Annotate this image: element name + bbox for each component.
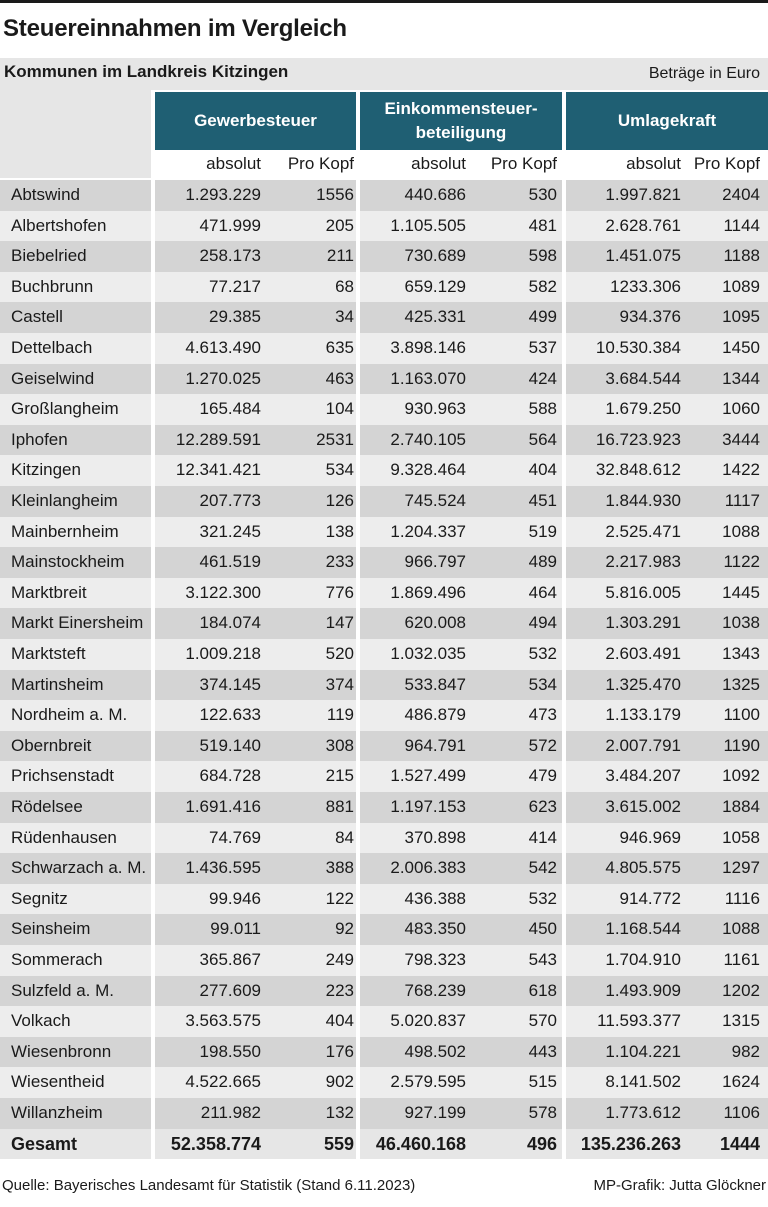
cell-einkommen-absolut: 3.898.146 [390,338,466,357]
table-row [0,1098,768,1129]
municipality-name: Schwarzach a. M. [11,858,147,878]
cell-einkommen-absolut: 659.129 [404,276,466,296]
cell-gewerbe-absolut: 684.728 [199,766,261,786]
cell-umlage-pro-kopf: 3444 [722,429,760,449]
cell-gewerbe-pro-kopf: 902 [325,1072,354,1092]
cell-umlage-absolut: 1.133.179 [605,705,681,725]
cell-umlage-pro-kopf: 1884 [722,797,760,816]
cell-umlage-absolut: 914.772 [619,888,681,908]
cell-einkommen-absolut: 533.847 [404,674,466,694]
cell-umlage-pro-kopf: 1095 [722,307,760,327]
unit-note: Beträge in Euro [648,65,760,82]
cell-gewerbe-pro-kopf: 249 [325,950,354,969]
cell-einkommen-pro-kopf: 570 [528,1011,557,1031]
cell-einkommen-pro-kopf: 450 [528,919,557,939]
cell-einkommen-absolut: 483.350 [404,919,466,939]
municipality-name: Albertshofen [11,215,107,235]
table-row [0,670,768,701]
municipality-name: Seinsheim [11,919,91,939]
cell-gewerbe-pro-kopf: 215 [325,766,354,786]
subheader-absolut: absolut [626,154,681,173]
cell-gewerbe-absolut: 258.173 [199,246,261,266]
cell-gewerbe-absolut: 29.385 [209,307,261,327]
table-row [0,853,768,884]
cell-umlage-pro-kopf: 1106 [723,1103,760,1122]
group-header-einkommensteuer: Einkommensteuer-beteiligung [360,92,562,150]
chart-title: Steuereinnahmen im Vergleich [3,15,347,42]
cell-gewerbe-absolut: 1.293.229 [185,185,261,204]
cell-umlage-pro-kopf: 1144 [723,215,760,235]
cell-einkommen-absolut: 2.740.105 [390,429,466,449]
table-row [0,914,768,945]
municipality-name: Nordheim a. M. [11,705,128,725]
group-header-umlagekraft: Umlagekraft [566,92,768,150]
municipality-name: Rüdenhausen [11,827,117,847]
table-row [0,731,768,762]
total-label: Gesamt [11,1133,78,1154]
cell-einkommen-pro-kopf: 494 [528,613,557,633]
cell-gewerbe-pro-kopf: 404 [325,1011,354,1031]
cell-umlage-absolut: 3.615.002 [605,797,681,816]
cell-einkommen-pro-kopf: 499 [528,307,557,327]
cell-einkommen-absolut: 440.686 [404,185,466,204]
cell-einkommen-absolut: 1.163.070 [390,368,466,388]
cell-umlage-absolut: 5.816.005 [605,582,681,602]
column-separator [562,90,566,1162]
municipality-name: Obernbreit [11,735,92,755]
table-row [0,1037,768,1068]
cell-einkommen-pro-kopf: 623 [528,797,557,816]
table-row [0,425,768,456]
cell-umlage-pro-kopf: 1117 [724,491,760,510]
group-header-gewerbesteuer: Gewerbesteuer [155,92,356,150]
cell-einkommen-absolut: 425.331 [404,307,466,327]
cell-einkommen-pro-kopf: 479 [528,766,557,786]
table-row [0,333,768,364]
cell-umlage-pro-kopf: 1343 [722,644,760,663]
cell-umlage-pro-kopf: 1088 [722,521,760,541]
cell-gewerbe-pro-kopf: 559 [323,1133,354,1154]
municipality-name: Segnitz [11,888,68,908]
municipality-name: Biebelried [11,246,87,266]
cell-einkommen-absolut: 730.689 [404,246,466,266]
cell-gewerbe-pro-kopf: 223 [325,980,354,1000]
cell-gewerbe-absolut: 52.358.774 [170,1133,261,1154]
table-row [0,272,768,303]
cell-gewerbe-absolut: 3.563.575 [185,1011,261,1031]
cell-umlage-absolut: 1.773.612 [605,1103,681,1122]
cell-gewerbe-pro-kopf: 635 [325,338,354,357]
cell-umlage-absolut: 8.141.502 [605,1072,681,1092]
cell-gewerbe-pro-kopf: 520 [325,644,354,663]
cell-umlage-pro-kopf: 1122 [723,552,760,572]
municipality-name: Dettelbach [11,338,93,357]
table-row [0,211,768,242]
cell-einkommen-absolut: 1.105.505 [390,215,466,235]
column-separator [151,90,155,1162]
cell-gewerbe-pro-kopf: 34 [335,307,354,327]
cell-einkommen-absolut: 1.527.499 [390,766,466,786]
cell-einkommen-absolut: 486.879 [404,705,466,725]
cell-einkommen-absolut: 798.323 [404,950,466,969]
table-row [0,455,768,486]
municipality-name: Kitzingen [11,460,81,480]
header-left-pad [0,90,152,178]
cell-umlage-absolut: 1233.306 [610,276,681,296]
cell-einkommen-absolut: 930.963 [404,399,466,419]
cell-umlage-absolut: 934.376 [619,307,681,327]
municipality-name: Volkach [11,1011,71,1031]
cell-einkommen-pro-kopf: 588 [528,399,557,419]
cell-umlage-absolut: 2.628.761 [605,215,681,235]
graphic-credit: MP-Grafik: Jutta Glöckner [593,1177,766,1194]
subheader-pro-kopf: Pro Kopf [490,154,557,173]
cell-einkommen-absolut: 1.869.496 [390,582,466,602]
municipality-name: Sommerach [11,950,103,969]
chart-subtitle: Kommunen im Landkreis Kitzingen [4,62,289,81]
cell-umlage-pro-kopf: 1092 [722,766,760,786]
cell-umlage-absolut: 10.530.384 [595,338,681,357]
cell-gewerbe-absolut: 184.074 [199,613,261,633]
cell-umlage-absolut: 4.805.575 [605,858,681,878]
cell-gewerbe-absolut: 4.613.490 [185,338,261,357]
cell-gewerbe-absolut: 99.946 [209,888,261,908]
cell-umlage-absolut: 2.603.491 [605,644,681,663]
cell-umlage-absolut: 2.007.791 [605,735,681,755]
cell-umlage-pro-kopf: 1188 [723,246,760,266]
cell-umlage-absolut: 1.493.909 [605,980,681,1000]
cell-einkommen-absolut: 370.898 [404,827,466,847]
cell-gewerbe-pro-kopf: 1556 [316,185,354,204]
cell-einkommen-pro-kopf: 464 [528,582,557,602]
cell-umlage-absolut: 1.451.075 [605,246,681,266]
cell-gewerbe-pro-kopf: 122 [325,888,354,908]
cell-einkommen-absolut: 964.791 [404,735,466,755]
cell-gewerbe-absolut: 365.867 [199,950,261,969]
cell-gewerbe-pro-kopf: 534 [325,460,354,480]
table-row [0,792,768,823]
cell-gewerbe-pro-kopf: 92 [335,919,354,939]
table-row [0,578,768,609]
municipality-name: Abtswind [11,185,80,204]
cell-gewerbe-absolut: 1.009.218 [185,644,261,663]
cell-gewerbe-pro-kopf: 776 [325,582,354,602]
cell-gewerbe-pro-kopf: 388 [325,858,354,878]
cell-gewerbe-absolut: 1.436.595 [185,858,261,878]
cell-gewerbe-absolut: 198.550 [199,1041,261,1061]
cell-umlage-pro-kopf: 1422 [722,460,760,480]
cell-einkommen-absolut: 927.199 [404,1103,466,1122]
cell-einkommen-pro-kopf: 414 [528,827,557,847]
cell-gewerbe-absolut: 77.217 [209,276,261,296]
cell-umlage-pro-kopf: 1190 [723,735,760,755]
cell-einkommen-pro-kopf: 451 [528,491,557,510]
subheader-pro-kopf: Pro Kopf [693,154,760,173]
cell-gewerbe-absolut: 12.341.421 [175,460,261,480]
municipality-name: Markt Einersheim [11,613,144,633]
subheader-absolut: absolut [411,154,466,173]
cell-gewerbe-absolut: 4.522.665 [185,1072,261,1092]
cell-umlage-absolut: 32.848.612 [595,460,681,480]
cell-umlage-pro-kopf: 1089 [722,276,760,296]
cell-einkommen-pro-kopf: 473 [528,705,557,725]
cell-umlage-pro-kopf: 1344 [722,368,760,388]
municipality-name: Mainstockheim [11,552,125,572]
cell-gewerbe-absolut: 1.691.416 [185,797,261,816]
cell-umlage-absolut: 3.484.207 [605,766,681,786]
cell-einkommen-absolut: 1.197.153 [390,797,466,816]
cell-einkommen-absolut: 2.006.383 [390,858,466,878]
table-row [0,761,768,792]
subheader-pro-kopf: Pro Kopf [287,154,354,173]
cell-einkommen-pro-kopf: 578 [528,1103,557,1122]
table-row [0,976,768,1007]
cell-einkommen-pro-kopf: 530 [528,185,557,204]
cell-einkommen-pro-kopf: 542 [528,858,557,878]
cell-gewerbe-absolut: 74.769 [209,827,261,847]
cell-einkommen-pro-kopf: 443 [528,1041,557,1061]
cell-umlage-absolut: 16.723.923 [595,429,681,449]
source-note: Quelle: Bayerisches Landesamt für Statistik (Stand 6.11.2023) [2,1177,416,1194]
municipality-name: Rödelsee [11,797,83,816]
cell-gewerbe-pro-kopf: 2531 [316,429,354,449]
cell-umlage-pro-kopf: 1202 [722,980,760,1000]
table-row [0,547,768,578]
total-row [0,1129,768,1160]
municipality-name: Martinsheim [11,674,104,694]
cell-umlage-absolut: 135.236.263 [580,1133,681,1154]
cell-gewerbe-pro-kopf: 138 [325,521,354,541]
cell-gewerbe-absolut: 211.982 [200,1103,261,1122]
cell-einkommen-pro-kopf: 404 [528,460,557,480]
cell-umlage-absolut: 1.679.250 [605,399,681,419]
cell-umlage-pro-kopf: 1116 [724,888,760,908]
cell-umlage-absolut: 946.969 [619,827,681,847]
cell-umlage-pro-kopf: 1038 [722,613,760,633]
cell-einkommen-pro-kopf: 618 [528,980,557,1000]
cell-umlage-pro-kopf: 1325 [722,674,760,694]
cell-einkommen-pro-kopf: 424 [528,368,557,388]
cell-einkommen-absolut: 5.020.837 [390,1011,466,1031]
cell-einkommen-absolut: 1.032.035 [390,644,466,663]
cell-umlage-absolut: 1.168.544 [605,919,681,939]
table-row [0,1006,768,1037]
cell-gewerbe-absolut: 277.609 [199,980,261,1000]
top-rule [0,0,768,3]
table-row [0,517,768,548]
cell-umlage-pro-kopf: 1088 [722,919,760,939]
cell-gewerbe-absolut: 1.270.025 [185,368,261,388]
municipality-name: Geiselwind [11,368,95,388]
cell-einkommen-absolut: 436.388 [404,888,466,908]
cell-einkommen-pro-kopf: 519 [528,521,557,541]
cell-gewerbe-pro-kopf: 205 [325,215,354,235]
cell-einkommen-absolut: 966.797 [404,552,466,572]
cell-einkommen-pro-kopf: 543 [528,950,557,969]
municipality-name: Iphofen [11,429,68,449]
table-row [0,608,768,639]
cell-gewerbe-pro-kopf: 84 [335,827,354,847]
municipality-name: Mainbernheim [11,521,119,541]
cell-umlage-absolut: 1.325.470 [605,674,681,694]
cell-umlage-pro-kopf: 2404 [722,185,760,204]
cell-gewerbe-absolut: 3.122.300 [185,582,261,602]
cell-umlage-absolut: 2.217.983 [605,552,681,572]
cell-umlage-pro-kopf: 1450 [722,338,760,357]
cell-gewerbe-pro-kopf: 176 [325,1041,354,1061]
municipality-name: Wiesenbronn [11,1041,112,1061]
cell-gewerbe-absolut: 374.145 [199,674,261,694]
cell-gewerbe-absolut: 165.484 [199,399,261,419]
table-row [0,364,768,395]
cell-gewerbe-pro-kopf: 68 [335,276,354,296]
cell-umlage-absolut: 2.525.471 [605,521,681,541]
municipality-name: Sulzfeld a. M. [11,980,114,1000]
cell-gewerbe-absolut: 207.773 [199,491,261,510]
cell-gewerbe-absolut: 471.999 [199,215,261,235]
municipality-name: Castell [11,307,63,327]
municipality-name: Wiesentheid [11,1072,105,1092]
table-row [0,884,768,915]
cell-gewerbe-absolut: 12.289.591 [175,429,261,449]
cell-einkommen-pro-kopf: 532 [528,888,557,908]
cell-einkommen-absolut: 768.239 [404,980,466,1000]
municipality-name: Marktbreit [11,582,87,602]
cell-einkommen-absolut: 46.460.168 [375,1133,466,1154]
cell-einkommen-pro-kopf: 572 [528,735,557,755]
municipality-name: Prichsenstadt [11,766,114,786]
municipality-name: Marktsteft [11,644,86,663]
cell-gewerbe-pro-kopf: 308 [325,735,354,755]
cell-umlage-absolut: 1.844.930 [605,491,681,510]
cell-einkommen-pro-kopf: 515 [528,1072,557,1092]
cell-umlage-pro-kopf: 982 [731,1041,760,1061]
cell-umlage-absolut: 11.593.377 [597,1011,681,1031]
cell-gewerbe-absolut: 122.633 [199,705,261,725]
cell-umlage-pro-kopf: 1445 [722,582,760,602]
municipality-name: Buchbrunn [11,276,94,296]
cell-gewerbe-pro-kopf: 374 [325,674,354,694]
cell-gewerbe-pro-kopf: 881 [325,797,354,816]
cell-gewerbe-pro-kopf: 126 [325,491,354,510]
table-row [0,241,768,272]
cell-einkommen-absolut: 2.579.595 [390,1072,466,1092]
cell-umlage-absolut: 1.303.291 [605,613,681,633]
cell-umlage-absolut: 3.684.544 [605,368,681,388]
cell-einkommen-pro-kopf: 564 [528,429,557,449]
subheader-absolut: absolut [206,154,261,173]
cell-gewerbe-absolut: 461.519 [199,552,261,572]
cell-umlage-pro-kopf: 1100 [723,705,760,725]
cell-umlage-pro-kopf: 1060 [722,399,760,419]
cell-gewerbe-pro-kopf: 119 [326,705,354,725]
cell-gewerbe-pro-kopf: 104 [325,399,354,419]
cell-umlage-pro-kopf: 1624 [722,1072,760,1092]
table-row [0,639,768,670]
cell-einkommen-pro-kopf: 537 [528,338,557,357]
municipality-name: Willanzheim [11,1103,103,1122]
cell-gewerbe-pro-kopf: 463 [325,368,354,388]
cell-einkommen-absolut: 745.524 [404,491,466,510]
cell-einkommen-pro-kopf: 534 [528,674,557,694]
table-row [0,394,768,425]
cell-einkommen-pro-kopf: 489 [528,552,557,572]
table-row [0,302,768,333]
cell-einkommen-absolut: 620.008 [404,613,466,633]
cell-umlage-pro-kopf: 1297 [722,858,760,878]
cell-gewerbe-absolut: 99.011 [210,919,261,939]
cell-einkommen-pro-kopf: 598 [528,246,557,266]
cell-einkommen-absolut: 9.328.464 [390,460,466,480]
cell-einkommen-pro-kopf: 481 [528,215,557,235]
column-separator [356,90,360,1162]
cell-umlage-pro-kopf: 1315 [722,1011,760,1031]
table-row [0,486,768,517]
cell-gewerbe-pro-kopf: 132 [325,1103,354,1122]
cell-umlage-pro-kopf: 1161 [723,950,760,969]
cell-gewerbe-pro-kopf: 211 [326,246,354,266]
cell-umlage-absolut: 1.704.910 [605,950,681,969]
table-row [0,180,768,211]
cell-gewerbe-pro-kopf: 147 [325,613,354,633]
cell-einkommen-pro-kopf: 532 [528,644,557,663]
municipality-name: Kleinlangheim [11,491,118,510]
cell-gewerbe-absolut: 321.245 [199,521,261,541]
cell-umlage-absolut: 1.997.821 [605,185,681,204]
table-row [0,700,768,731]
cell-einkommen-pro-kopf: 582 [528,276,557,296]
table-row [0,1067,768,1098]
municipality-name: Großlangheim [11,399,119,419]
cell-umlage-absolut: 1.104.221 [605,1041,681,1061]
cell-umlage-pro-kopf: 1444 [719,1133,760,1154]
cell-gewerbe-pro-kopf: 233 [325,552,354,572]
cell-einkommen-absolut: 498.502 [404,1041,466,1061]
table-row [0,823,768,854]
cell-umlage-pro-kopf: 1058 [722,827,760,847]
cell-gewerbe-absolut: 519.140 [199,735,261,755]
cell-einkommen-pro-kopf: 496 [526,1133,557,1154]
table-row [0,945,768,976]
cell-einkommen-absolut: 1.204.337 [390,521,466,541]
